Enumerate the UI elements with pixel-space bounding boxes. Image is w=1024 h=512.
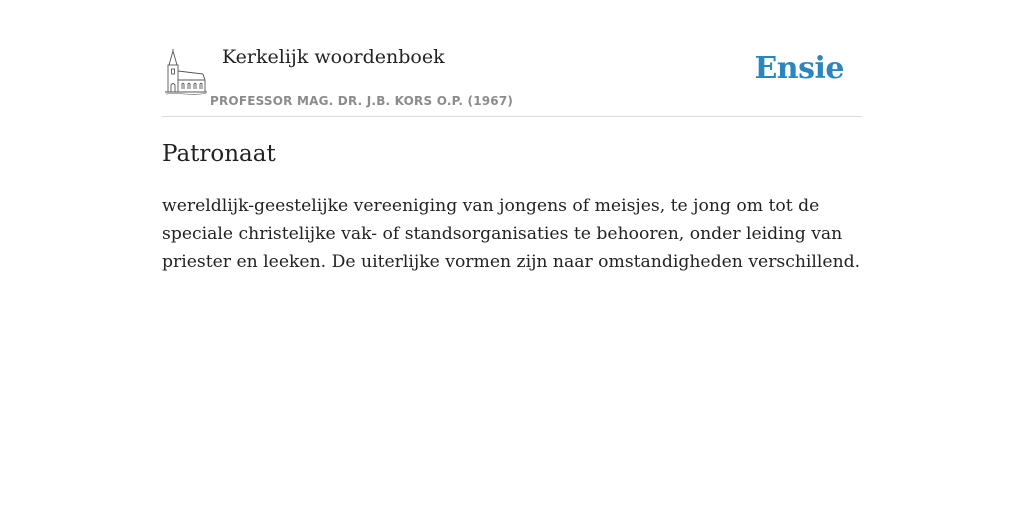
entry-title: Patronaat (162, 141, 276, 167)
page (162, 0, 862, 272)
source-header (162, 0, 862, 117)
book-title[interactable]: Kerkelijk woordenboek (222, 46, 445, 68)
ensie-logo[interactable]: Ensie (754, 51, 844, 86)
entry-body: wereldlijk-geestelijke vereeniging van jongens of meisjes, te jong om tot de speciale christelijke vak- of standsorganisaties te behooren, onder leiding van priester en leeken. De uiterlijke vormen zijn naar omstandigheden verschillend. (162, 196, 861, 272)
book-author: PROFESSOR MAG. DR. J.B. KORS O.P. (1967) (210, 94, 514, 108)
church-icon (165, 49, 207, 95)
